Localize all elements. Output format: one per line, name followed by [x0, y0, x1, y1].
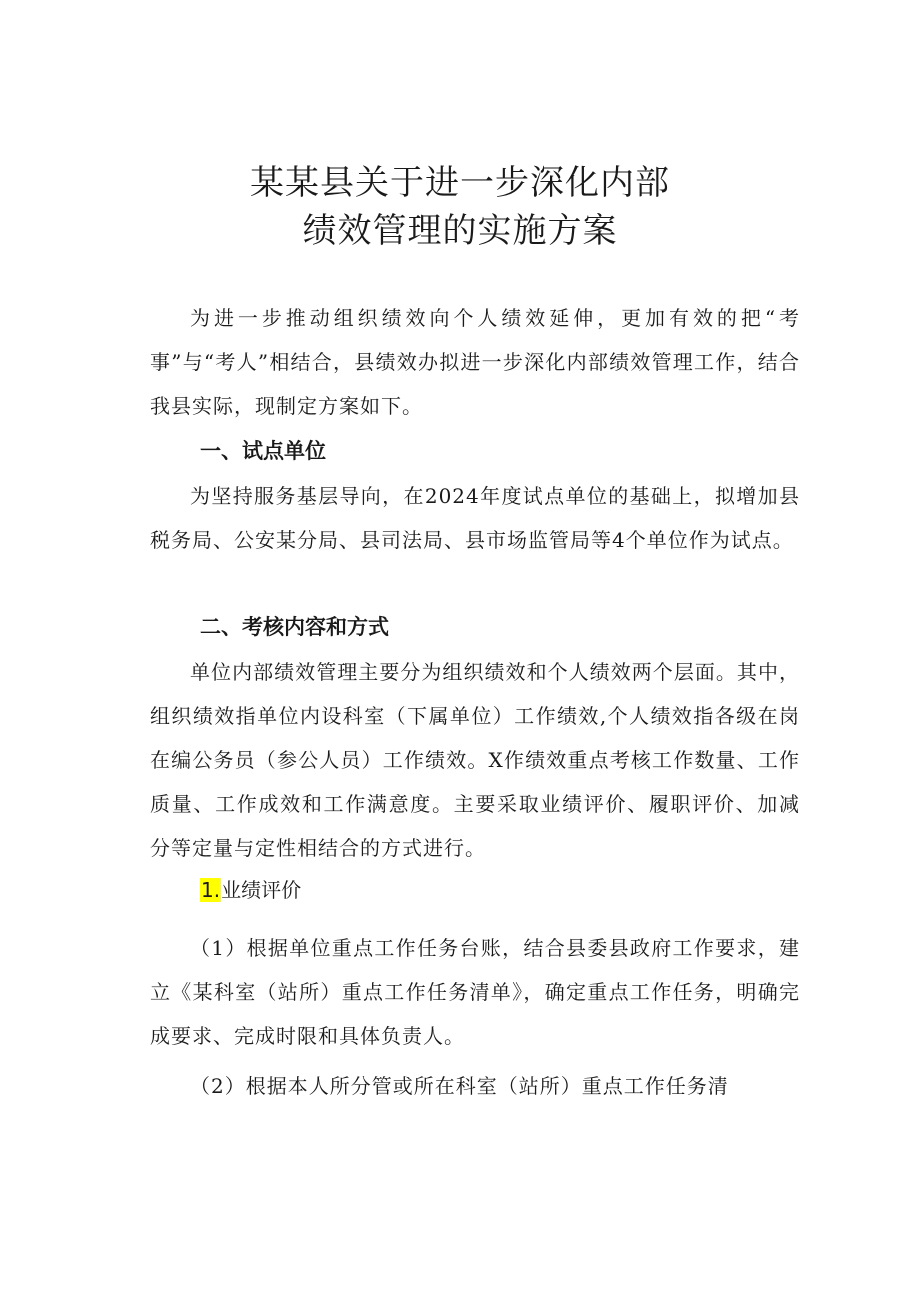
section-2-heading: 二、考核内容和方式 [200, 615, 389, 639]
subsection-1-label: 业绩评价 [221, 878, 302, 902]
section-2-paragraph: 单位内部绩效管理主要分为组织绩效和个人绩效两个层面。其中，组织绩效指单位内设科室（下属单位）工作绩效,个人绩效指各级在岗在编公务员（参公人员）工作绩效。X作绩效重点考核工作数量、工作质量、工作成效和工作满意度。主要采取业绩评价、履职评价、加减分等定量与定性相结合的方式进行。 [150, 660, 800, 860]
item-2-paragraph: （2）根据本人所分管或所在科室（站所）重点工作任务清 [190, 1074, 729, 1098]
subsection-1-heading [200, 874, 301, 906]
document-title-line-2: 绩效管理的实施方案 [302, 211, 618, 251]
highlighted-number: 1. [201, 878, 221, 902]
document-title-line-1: 某某县关于进一步深化内部 [250, 163, 670, 203]
section-1-heading: 一、试点单位 [200, 439, 326, 463]
section-1-paragraph: 为坚持服务基层导向，在2024年度试点单位的基础上，拟增加县税务局、公安某分局、县司法局、县市场监管局等4个单位作为试点。 [150, 484, 800, 552]
item-1-paragraph: （1）根据单位重点工作任务台账，结合县委县政府工作要求，建立《某科室（站所）重点工作任务清单》，确定重点工作任务，明确完成要求、完成时限和具体负责人。 [150, 936, 800, 1048]
intro-paragraph: 为进一步推动组织绩效向个人绩效延伸，更加有效的把“考事”与“考人”相结合，县绩效办拟进一步深化内部绩效管理工作，结合我县实际，现制定方案如下。 [150, 306, 800, 418]
